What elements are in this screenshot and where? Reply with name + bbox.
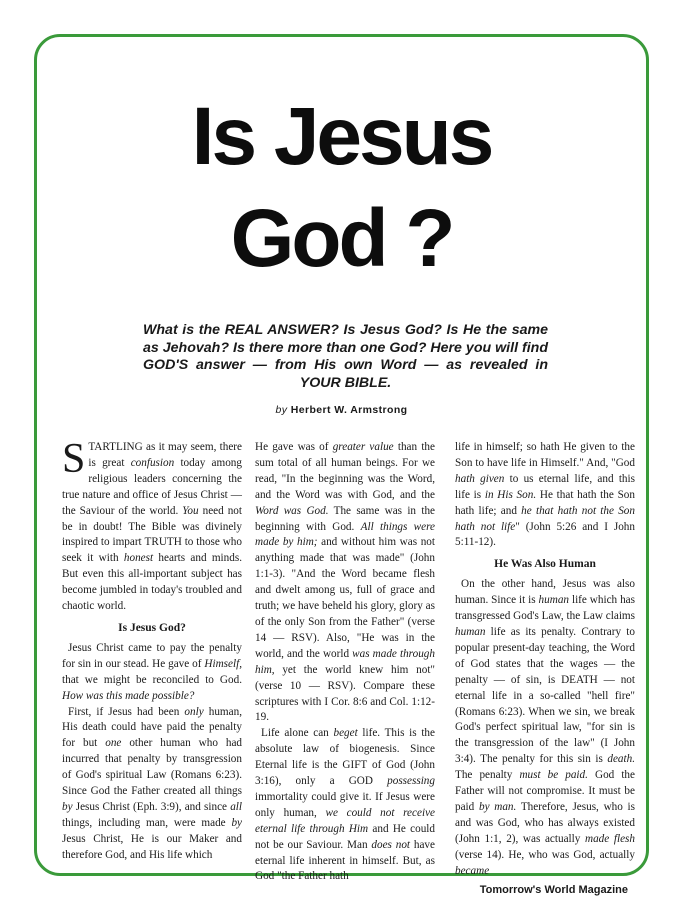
paragraph: Jesus Christ came to pay the penalty for sin in our stead. He gave of Himself, that we might be reconciled to God. How was this made possible?	[62, 641, 242, 702]
drop-cap: S	[62, 436, 86, 482]
column-3	[455, 440, 636, 877]
paragraph: He gave was of greater value than the sum total of all human beings. For we read, "In the beginning was the Word, and the Word was with God, and the Word was God. The same was in the beginning with God. All things were made by him; and without him was not anything made that was made" (John 1:1-3). "And the Word became flesh and dwelt among us, full of grace and truth; we have beheld his glory, glory as of the only Son from the Father" (verse 14 — RSV). Also, "He was in the world, and the world was made through him, yet the world knew him not" (verse 10 — RSV). Compare these scriptures with I Cor. 8:6 and Col. 1:12-19.	[255, 441, 436, 724]
paragraph: On the other hand, Jesus was also human. Since it is human life which has transgressed God's Law, the Law claims human life as its penalty. Contrary to popular present-day teaching, the Word of God states that the wages — the penalty — of sin, is DEATH — not eternal life in a so-called "hell fire" (Romans 6:23). When we sin, we break God's perfect spiritual law, "for sin is the transgression of the law" (I John 3:4). The penalty for this sin is death. The penalty must be paid. God the Father will not compromise. It must be paid by man. Therefore, Jesus, who is and was God, who has always existed (John 1:1, 2), was actually made flesh (verse 14). He, who was God, actually became	[455, 578, 636, 877]
title-line-2: God ?	[230, 193, 453, 284]
column-1	[62, 436, 243, 861]
paragraph: Life alone can beget life. This is the absolute law of biogenesis. Since Eternal life is the GIFT of God (John 3:16), only a GOD possessing immortality could give it. If Jesus were only human, we could not receive eternal life through Him and He could not be our Saviour. Man does not have eternal life inherent in himself. But, as God "the Father hath	[255, 727, 435, 883]
paragraph: STARTLING as it may seem, there is great confusion today among religious leaders concerning the true nature and office of Jesus Christ — the Saviour of the world. You need not be in doubt! The Bible was divinely inspired to impart TRUTH to those who seek it with honest hearts and minds. But even this all-important subject has become jumbled in today's troubled and chaotic world.	[62, 436, 242, 613]
byline-author: Herbert W. Armstrong	[290, 404, 408, 416]
section-heading: He Was Also Human	[494, 558, 596, 571]
byline-prefix: by	[275, 404, 288, 416]
title-line-1: Is Jesus	[191, 91, 492, 182]
subtitle: What is the REAL ANSWER? Is Jesus God? Is He the same as Jehovah? Is there more than one God? Here you will find GOD'S answer — from His own Word — as revealed in YOUR BIBLE.	[143, 322, 548, 391]
byline	[34, 404, 649, 416]
magazine-footer: Tomorrow's World Magazine	[479, 884, 628, 896]
paragraph: First, if Jesus had been only human, His death could have paid the penalty for but one other human who had incurred that penalty by transgression of God's spiritual Law (Romans 6:23). Since God the Father created all things by Jesus Christ (Eph. 3:9), and since all things, including man, were made by Jesus Christ, He is our Maker and therefore God, and His life which	[62, 705, 243, 861]
column-2	[255, 440, 436, 883]
section-heading: Is Jesus God?	[118, 621, 186, 634]
paragraph: life in himself; so hath He given to the Son to have life in Himself." And, "God hath given to us eternal life, and this life is in His Son. He that hath the Son hath life; and he that hath not the Son hath not life" (John 5:26 and I John 5:11-12).	[455, 441, 635, 549]
